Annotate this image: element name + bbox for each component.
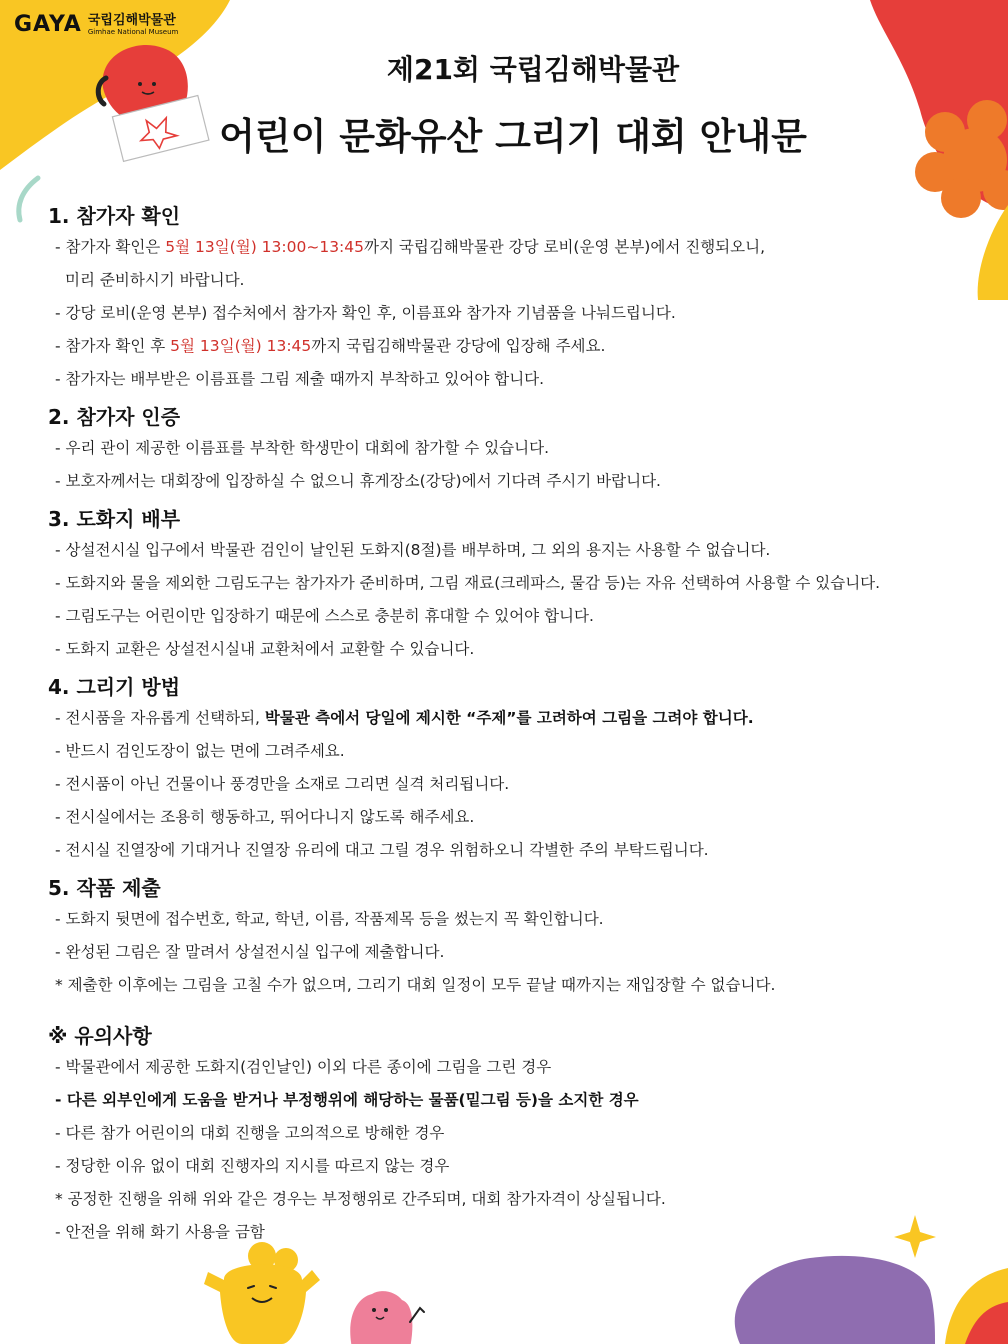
notice-item: - 전시실 진열장에 기대거나 진열장 유리에 대고 그릴 경우 위험하오니 각별한 주의 부탁드립니다. bbox=[55, 841, 709, 859]
title-line-1: 제21회 국립김해박물관 bbox=[386, 53, 680, 86]
section-heading: 3. 도화지 배부 bbox=[48, 507, 181, 531]
highlight-date: 5월 13일(월) 13:45 bbox=[170, 337, 312, 355]
notice-item: - 다른 참가 어린이의 대회 진행을 고의적으로 방해한 경우 bbox=[55, 1124, 445, 1142]
notice-item: - 전시품이 아닌 건물이나 풍경만을 소재로 그리면 실격 처리됩니다. bbox=[55, 775, 510, 793]
notice-item: - 박물관에서 제공한 도화지(검인날인) 이외 다른 종이에 그림을 그린 경우 bbox=[55, 1058, 552, 1076]
section-4 bbox=[48, 671, 978, 861]
title-line-2: 어린이 문화유산 그리기 대회 안내문 bbox=[219, 115, 807, 158]
museum-logo[interactable] bbox=[14, 12, 178, 37]
teal-arc-left bbox=[19, 178, 38, 220]
pink-character bbox=[350, 1291, 424, 1344]
section-heading: 5. 작품 제출 bbox=[48, 876, 161, 900]
notice-item: * 공정한 진행을 위해 위와 같은 경우는 부정행위로 간주되며, 대회 참가자격이 상실됩니다. bbox=[55, 1190, 666, 1208]
notice-item: - 도화지와 물을 제외한 그림도구는 참가자가 준비하며, 그림 재료(크레파스, 물감 등)는 자유 선택하여 사용할 수 있습니다. bbox=[55, 574, 881, 592]
notice-item: - 참가자는 배부받은 이름표를 그림 제출 때까지 부착하고 있어야 합니다. bbox=[55, 370, 545, 388]
notice-item: - 보호자께서는 대회장에 입장하실 수 없으니 휴게장소(강당)에서 기다려 주시기 바랍니다. bbox=[55, 472, 661, 490]
purple-blob-bottom-right bbox=[735, 1256, 935, 1344]
notice-item bbox=[55, 707, 978, 729]
notice-item: - 반드시 검인도장이 없는 면에 그려주세요. bbox=[55, 742, 345, 760]
notice-item: - 상설전시실 입구에서 박물관 검인이 날인된 도화지(8절)를 배부하며, 그 외의 용지는 사용할 수 없습니다. bbox=[55, 541, 771, 559]
emphasis-text: 박물관 측에서 당일에 제시한 “주제”를 고려하여 그림을 그려야 합니다. bbox=[264, 709, 754, 727]
section-heading: 1. 참가자 확인 bbox=[48, 204, 181, 228]
item-text: - 참가자 확인 후 bbox=[55, 337, 171, 355]
notice-item: - 정당한 이유 없이 대회 진행자의 지시를 따르지 않는 경우 bbox=[55, 1157, 450, 1175]
notice-item: - 전시실에서는 조용히 행동하고, 뛰어다니지 않도록 해주세요. bbox=[55, 808, 475, 826]
highlight-date: 5월 13일(월) 13:00~13:45 bbox=[165, 238, 364, 256]
item-text: 까지 국립김해박물관 강당 로비(운영 본부)에서 진행되오니, bbox=[364, 238, 766, 256]
yellow-character bbox=[204, 1242, 320, 1344]
item-text: 까지 국립김해박물관 강당에 입장해 주세요. bbox=[311, 337, 606, 355]
notice-item bbox=[55, 236, 978, 258]
item-text: - 전시품을 자유롭게 선택하되, bbox=[55, 709, 265, 727]
logo-mark: GAYA bbox=[14, 12, 82, 37]
notice-item: * 제출한 이후에는 그림을 고칠 수가 없으며, 그리기 대회 일정이 모두 끝날 때까지는 재입장할 수 없습니다. bbox=[55, 976, 776, 994]
notice-item: - 도화지 교환은 상설전시실내 교환처에서 교환할 수 있습니다. bbox=[55, 640, 475, 658]
notice-item: - 완성된 그림은 잘 말려서 상설전시실 입구에 제출합니다. bbox=[55, 943, 445, 961]
section-3 bbox=[48, 503, 978, 660]
section-heading: 2. 참가자 인증 bbox=[48, 405, 181, 429]
notice-item-continuation: 미리 준비하시기 바랍니다. bbox=[65, 271, 245, 289]
yellow-arc-right bbox=[978, 205, 1008, 300]
notes-section bbox=[48, 1020, 978, 1243]
notice-item: - 우리 관이 제공한 이름표를 부착한 학생만이 대회에 참가할 수 있습니다. bbox=[55, 439, 550, 457]
notice-content bbox=[48, 200, 978, 1254]
item-text: - 참가자 확인은 bbox=[55, 238, 166, 256]
notice-item: - 강당 로비(운영 본부) 접수처에서 참가자 확인 후, 이름표와 참가자 기념품을 나눠드립니다. bbox=[55, 304, 676, 322]
notice-item: - 도화지 뒷면에 접수번호, 학교, 학년, 이름, 작품제목 등을 썼는지 꼭 확인합니다. bbox=[55, 910, 604, 928]
notice-item: - 다른 외부인에게 도움을 받거나 부정행위에 해당하는 물품(밑그림 등)을 소지한 경우 bbox=[55, 1091, 639, 1109]
section-1 bbox=[48, 200, 978, 390]
notice-item bbox=[55, 335, 978, 357]
notice-item: - 안전을 위해 화기 사용을 금함 bbox=[55, 1223, 265, 1241]
section-2 bbox=[48, 401, 978, 492]
notes-heading: ※ 유의사항 bbox=[48, 1024, 152, 1048]
section-5 bbox=[48, 872, 978, 996]
notice-item: - 그림도구는 어린이만 입장하기 때문에 스스로 충분히 휴대할 수 있어야 합니다. bbox=[55, 607, 594, 625]
section-heading: 4. 그리기 방법 bbox=[48, 675, 181, 699]
logo-text bbox=[88, 14, 179, 36]
logo-name-ko: 국립김해박물관 bbox=[87, 12, 176, 28]
logo-name-en: Gimhae National Museum bbox=[87, 27, 179, 36]
